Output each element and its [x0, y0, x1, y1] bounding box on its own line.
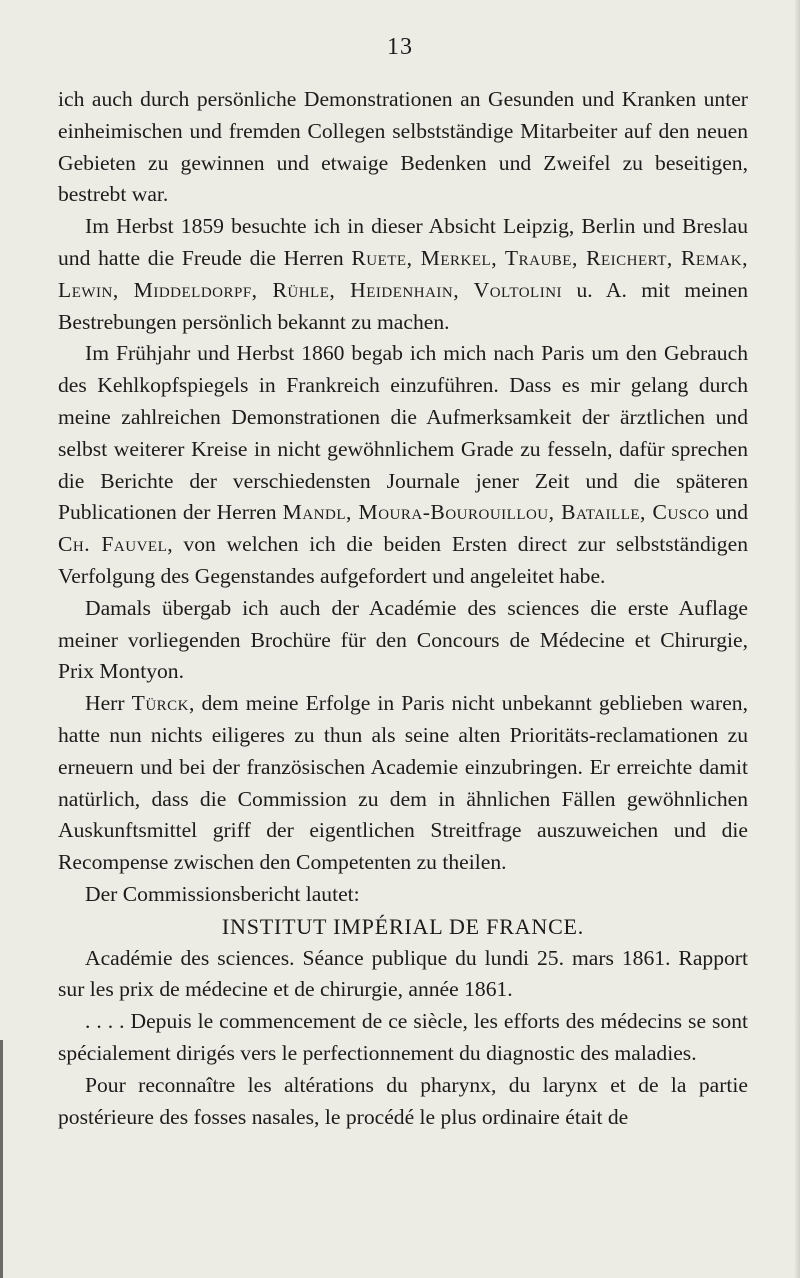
paragraph-4: Damals übergab ich auch der Académie des sciences die erste Auflage meiner vorliegenden Brochüre für den Concours de Médecine et Chirurgie, Prix Montyon. — [58, 595, 748, 684]
paragraph-5 — [58, 688, 748, 879]
paragraph-2 — [58, 211, 748, 338]
paragraph-7: Académie des sciences. Séance publique du lundi 25. mars 1861. Rapport sur les prix de médecine et de chirurgie, année 1861. — [58, 945, 748, 1002]
paragraph-1: ich auch durch persönliche Demonstrationen an Gesunden und Kranken unter einheimischen und fremden Collegen selbstständige Mitarbeiter auf den neuen Gebieten zu gewinnen und etwaige Bedenken und Zweifel zu beseitigen, bestrebt war. — [58, 87, 748, 207]
page-number: 13 — [387, 34, 413, 60]
paragraph-3 — [58, 338, 748, 592]
binding-edge — [0, 1040, 3, 1278]
report-heading: INSTITUT IMPÉRIAL DE FRANCE. — [221, 913, 585, 939]
paragraph-3-text-mid: und — [709, 500, 748, 525]
paragraph-2-text-a: Im Herbst 1859 besuchte ich in dieser Absicht Leipzig, Berlin und Breslau und hatte die Freude die Herren — [58, 214, 748, 270]
paragraph-5-name-turck: Türck — [131, 691, 190, 716]
paragraph-3-text-b: , von welchen ich die beiden Ersten direct zur selbstständigen Verfolgung des Gegenstandes aufgefordert und angeleitet habe. — [58, 532, 748, 588]
paragraph-6: Der Commissionsbericht lautet: — [85, 881, 360, 906]
body-text — [58, 84, 748, 1133]
paragraph-2-names: Ruete, Merkel, Traube, Reichert, Remak, Lewin, Middeldorpf, Rühle, Heidenhain, Voltolini — [58, 245, 748, 302]
paragraph-8: . . . . Depuis le commencement de ce siècle, les efforts des médecins se sont spécialement dirigés vers le perfectionnement du diagnostic des maladies. — [58, 1009, 748, 1065]
paragraph-3-name-fauvel: Ch. Fauvel — [58, 532, 168, 557]
paragraph-3-text-a: Im Frühjahr und Herbst 1860 begab ich mich nach Paris um den Gebrauch des Kehlkopfspiegels in Frankreich einzuführen. Dass es mir gelang durch meine zahlreichen Demonstrationen die Aufmerksamkeit der ärztlichen und selbst weiterer Kreise in nicht gewöhnlichem Grade zu fesseln, dafür sprechen die Berichte der verschiedensten Journale jener Zeit und die späteren Publicationen der Herren — [58, 341, 748, 525]
paragraph-3-names: Mandl, Moura-Bourouillou, Bataille, Cusco — [282, 500, 710, 525]
paragraph-5-text-b: , dem meine Erfolge in Paris nicht unbekannt geblieben waren, hatte nun nichts eiligeres zu thun als seine alten Prioritäts-reclamationen zu erneuern und bei der französischen Academie einzubringen. Er erreichte damit natürlich, dass die Commission zu dem in ähnlichen Fällen gewöhnlichen Auskunftsmittel griff der eigentlichen Streitfrage auszuweichen und die Recompense zwischen den Competenten zu theilen. — [58, 691, 748, 875]
paragraph-9: Pour reconnaître les altérations du pharynx, du larynx et de la partie postérieure des fosses nasales, le procédé le plus ordinaire était de — [58, 1072, 748, 1129]
paragraph-5-text-a: Herr — [85, 691, 132, 716]
paragraph-2-text-b: u. A. mit meinen Bestrebungen persönlich bekannt zu machen. — [58, 277, 748, 334]
page-edge-shadow — [794, 0, 800, 1278]
